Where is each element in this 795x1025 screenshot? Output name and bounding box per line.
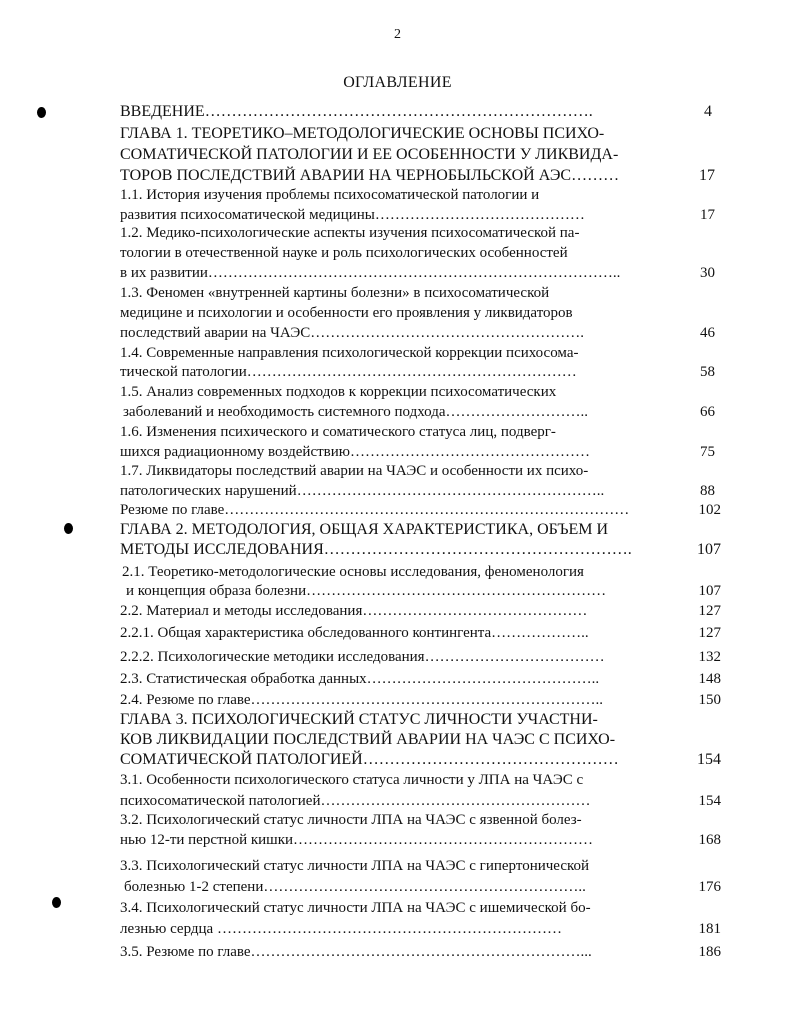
toc-entry-line: Резюме по главе………………………………………………………………………	[120, 502, 630, 518]
toc-page-number: 127	[698, 603, 721, 619]
toc-entry-line: болезнью 1-2 степени………………………………………………………..	[124, 879, 586, 895]
toc-entry-line: ГЛАВА 3. ПСИХОЛОГИЧЕСКИЙ СТАТУС ЛИЧНОСТИ УЧАСТНИ-	[120, 711, 598, 728]
toc-page-number: 150	[698, 692, 721, 708]
toc-page-number: 181	[698, 921, 721, 937]
toc-entry-line: КОВ ЛИКВИДАЦИИ ПОСЛЕДСТВИЙ АВАРИИ НА ЧАЭС С ПСИХО-	[120, 731, 616, 748]
toc-page-number: 148	[698, 671, 721, 687]
toc-page-number: 88	[700, 483, 715, 499]
toc-entry-line: 2.4. Резюме по главе……………………………………………………………..	[120, 692, 604, 708]
toc-entry-line: заболеваний и необходимость системного подхода………………………..	[123, 404, 588, 420]
toc-entry-line: 1.7. Ликвидаторы последствий аварии на ЧАЭС и особенности их психо-	[120, 463, 589, 479]
toc-entry-line: 1.5. Анализ современных подходов к коррекции психосоматических	[120, 384, 557, 400]
toc-entry-line: патологических нарушений……………………………………………………..	[120, 483, 605, 499]
toc-entry-line: 3.3. Психологический статус личности ЛПА на ЧАЭС с гипертонической	[120, 858, 590, 874]
toc-entry-line: последствий аварии на ЧАЭС……………………………………………….	[120, 325, 585, 341]
toc-entry-line: 1.1. История изучения проблемы психосоматической патологии и	[120, 187, 540, 203]
margin-dot-icon	[52, 897, 61, 908]
toc-entry-line: 1.6. Изменения психического и соматического статуса лиц, подверг-	[120, 424, 556, 440]
toc-page-number: 102	[698, 502, 721, 518]
toc-page-number: 176	[698, 879, 721, 895]
toc-page-number: 127	[698, 625, 721, 641]
toc-entry-line: ГЛАВА 2. МЕТОДОЛОГИЯ, ОБЩАЯ ХАРАКТЕРИСТИКА, ОБЪЕМ И	[120, 521, 609, 538]
toc-entry-line: 3.4. Психологический статус личности ЛПА на ЧАЭС с ишемической бо-	[120, 900, 591, 916]
toc-title: ОГЛАВЛЕНИЕ	[343, 74, 452, 91]
toc-entry-line: ГЛАВА 1. ТЕОРЕТИКО–МЕТОДОЛОГИЧЕСКИЕ ОСНОВЫ ПСИХО-	[120, 125, 605, 142]
toc-entry-line: шихся радиационному воздействию…………………………………………	[120, 444, 590, 460]
toc-page-number: 107	[697, 541, 721, 558]
toc-entry-line: и концепция образа болезни……………………………………………………	[126, 583, 607, 599]
toc-entry-line: 3.5. Резюме по главе…………………………………………………………...	[120, 944, 592, 960]
toc-page-number: 107	[698, 583, 721, 599]
margin-dot-icon	[37, 107, 46, 118]
toc-entry-line: СОМАТИЧЕСКОЙ ПАТОЛОГИЕЙ…………………………………………	[120, 751, 619, 768]
toc-page-number: 186	[698, 944, 721, 960]
toc-entry-line: ТОРОВ ПОСЛЕДСТВИЙ АВАРИИ НА ЧЕРНОБЫЛЬСКОЙ АЭС………	[120, 167, 620, 184]
toc-entry-line: развития психосоматической медицины……………………………………	[120, 207, 585, 223]
toc-page-number: 58	[700, 364, 715, 380]
toc-entry-line: в их развитии………………………………………………………………………..	[120, 265, 621, 281]
page-number: 2	[394, 27, 401, 42]
toc-entry-line: тической патологии…………………………………………………………	[120, 364, 577, 380]
toc-page-number: 17	[700, 207, 715, 223]
toc-entry-line: 2.1. Теоретико-методологические основы исследования, феноменология	[122, 564, 584, 580]
toc-entry-line: 2.3. Статистическая обработка данных………………………………………..	[120, 671, 600, 687]
toc-entry-line: тологии в отечественной науке и роль психологических особенностей	[120, 245, 568, 261]
toc-entry-line: лезнью сердца ……………………………………………………………	[120, 921, 562, 937]
toc-entry-line: психосоматической патологией………………………………………………	[120, 793, 591, 809]
toc-page-number: 46	[700, 325, 715, 341]
toc-entry-line: ВВЕДЕНИЕ……………………………………………………………….	[120, 103, 593, 120]
toc-entry-line: 2.2. Материал и методы исследования………………………………………	[120, 603, 588, 619]
toc-entry-line: нью 12-ти перстной кишки……………………………………………………	[120, 832, 594, 848]
toc-page-number: 154	[698, 793, 721, 809]
toc-entry-line: 2.2.1. Общая характеристика обследованного контингента………………..	[120, 625, 589, 641]
toc-page-number: 17	[699, 167, 715, 184]
toc-page-number: 75	[700, 444, 715, 460]
toc-entry-line: 1.2. Медико-психологические аспекты изучения психосоматической па-	[120, 225, 580, 241]
toc-entry-line: МЕТОДЫ ИССЛЕДОВАНИЯ………………………………………………….	[120, 541, 632, 558]
toc-page-number: 66	[700, 404, 715, 420]
margin-dot-icon	[64, 523, 73, 534]
toc-entry-line: 3.2. Психологический статус личности ЛПА на ЧАЭС с язвенной болез-	[120, 812, 582, 828]
toc-page-number: 132	[698, 649, 721, 665]
toc-entry-line: СОМАТИЧЕСКОЙ ПАТОЛОГИИ И ЕЕ ОСОБЕННОСТИ У ЛИКВИДА-	[120, 146, 619, 163]
toc-page-number: 168	[698, 832, 721, 848]
toc-page-number: 4	[704, 103, 712, 120]
toc-entry-line: 3.1. Особенности психологического статуса личности у ЛПА на ЧАЭС с	[120, 772, 584, 788]
toc-entry-line: 2.2.2. Психологические методики исследования………………………………	[120, 649, 605, 665]
toc-page-number: 30	[700, 265, 715, 281]
toc-entry-line: 1.3. Феномен «внутренней картины болезни» в психосоматической	[120, 285, 550, 301]
toc-page-number: 154	[697, 751, 721, 768]
toc-entry-line: медицине и психологии и особенности его проявления у ликвидаторов	[120, 305, 573, 321]
toc-entry-line: 1.4. Современные направления психологической коррекции психосома-	[120, 345, 579, 361]
